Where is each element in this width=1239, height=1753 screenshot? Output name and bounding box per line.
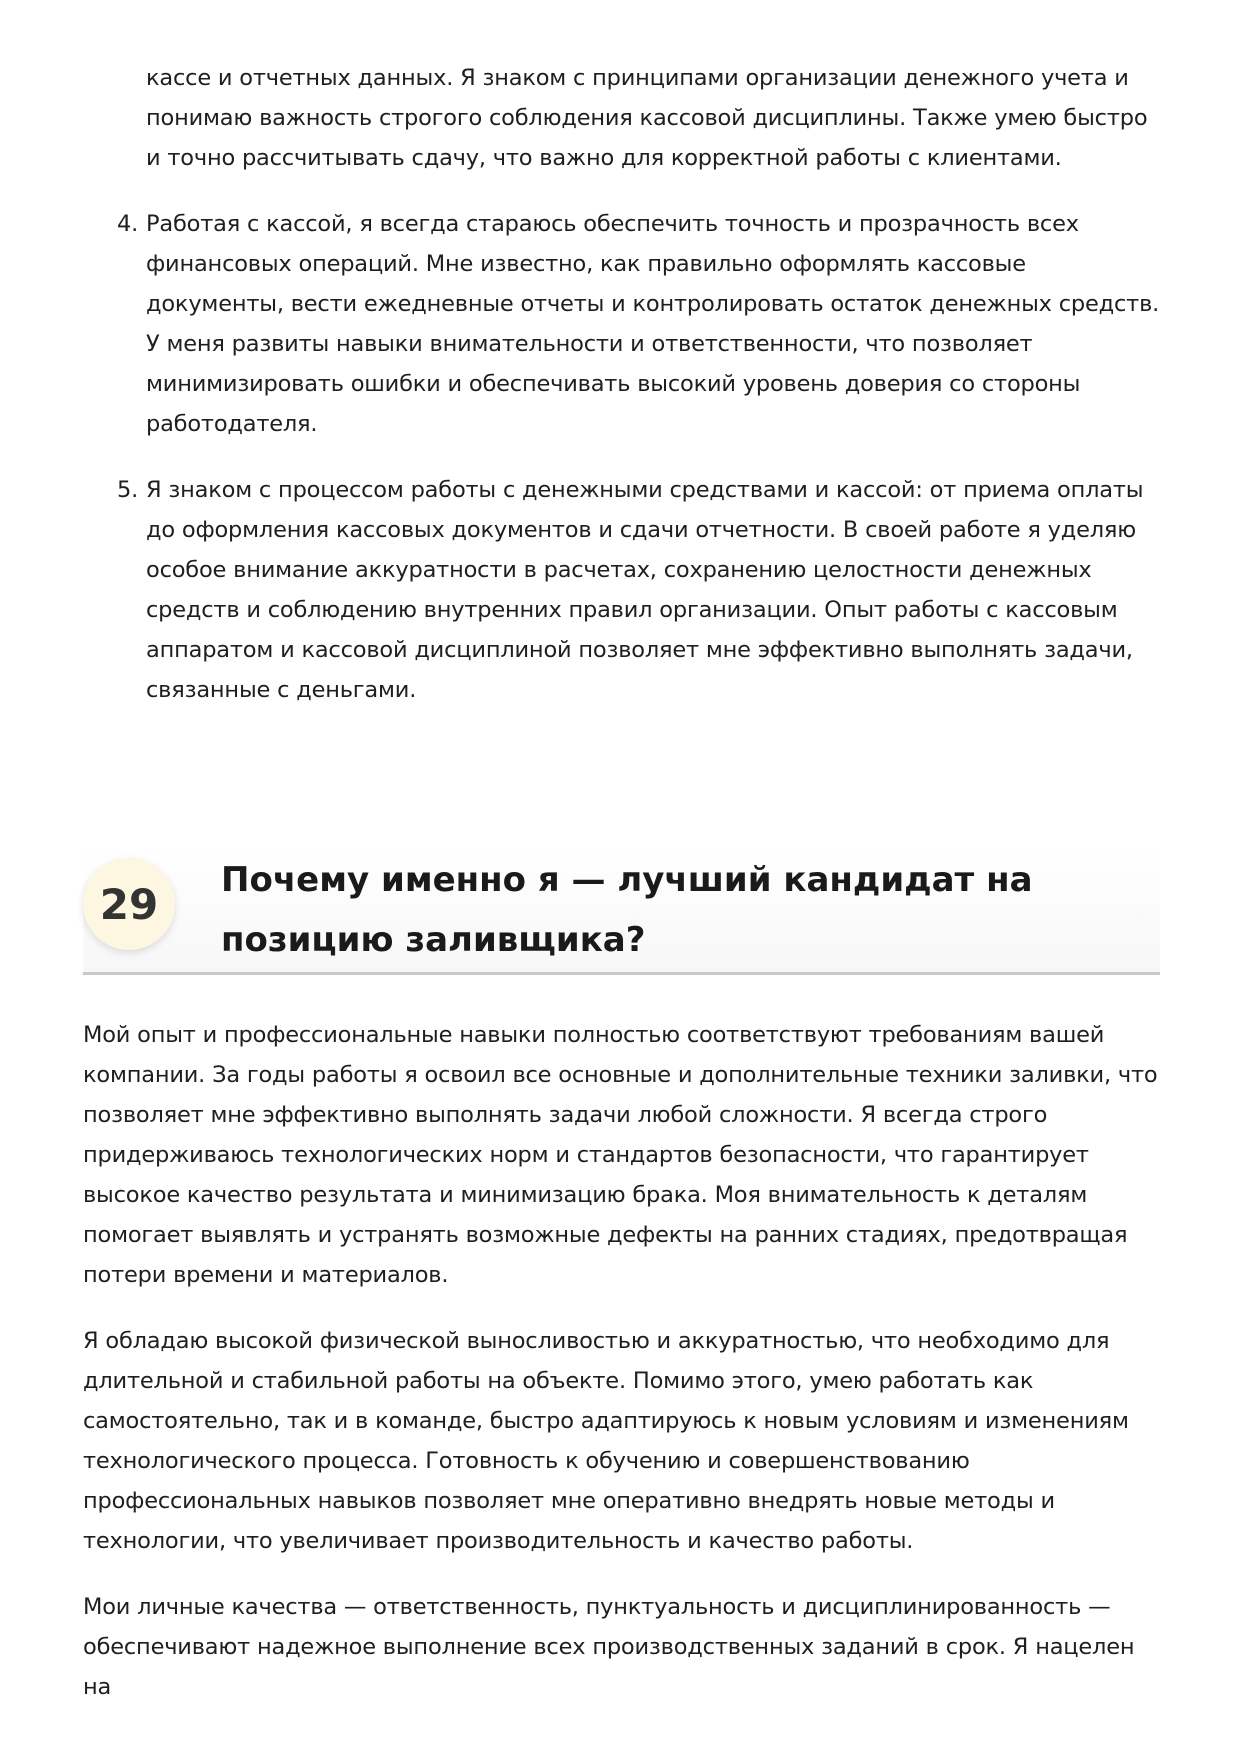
list-item-number: 4. bbox=[117, 211, 139, 237]
list-item-number: 5. bbox=[117, 477, 139, 503]
list-item-text: кассе и отчетных данных. Я знаком с принципами организации денежного учета и понимаю важность строгого соблюдения кассовой дисциплины. Также умею быстро и точно рассчитывать сдачу, что важно для корректной работы с клиентами. bbox=[146, 65, 1148, 171]
numbered-list bbox=[83, 58, 1168, 736]
list-item-text: Работая с кассой, я всегда стараюсь обеспечить точность и прозрачность всех финансовых операций. Мне известно, как правильно оформлять кассовые документы, вести ежедневные отчеты и контролировать остаток денежных средств. У меня развиты навыки внимательности и ответственности, что позволяет минимизировать ошибки и обеспечивать высокий уровень доверия со стороны работодателя. bbox=[146, 211, 1160, 437]
answer-paragraph: Мой опыт и профессиональные навыки полностью соответствуют требованиям вашей компании. За годы работы я освоил все основные и дополнительные техники заливки, что позволяет мне эффективно выполнять задачи любой сложности. Я всегда строго придерживаюсь технологических норм и стандартов безопасности, что гарантирует высокое качество результата и минимизацию брака. Моя внимательность к деталям помогает выявлять и устранять возможные дефекты на ранних стадиях, предотвращая потери времени и материалов. bbox=[83, 1022, 1158, 1288]
list-item-4 bbox=[83, 204, 1168, 444]
question-title: Почему именно я — лучший кандидат на позицию заливщика? bbox=[221, 860, 1033, 960]
question-header bbox=[83, 846, 1160, 975]
list-item-5 bbox=[83, 470, 1168, 710]
list-item-text: Я знаком с процессом работы с денежными средствами и кассой: от приема оплаты до оформления кассовых документов и сдачи отчетности. В своей работе я уделяю особое внимание аккуратности в расчетах, сохранению целостности денежных средств и соблюдению внутренних правил организации. Опыт работы с кассовым аппаратом и кассовой дисциплиной позволяет мне эффективно выполнять задачи, связанные с деньгами. bbox=[146, 477, 1144, 703]
answer-paragraph: Я обладаю высокой физической выносливостью и аккуратностью, что необходимо для длительной и стабильной работы на объекте. Помимо этого, умею работать как самостоятельно, так и в команде, быстро адаптируюсь к новым условиям и изменениям технологического процесса. Готовность к обучению и совершенствованию профессиональных навыков позволяет мне оперативно внедрять новые методы и технологии, что увеличивает производительность и качество работы. bbox=[83, 1328, 1129, 1554]
answer-paragraph: Мои личные качества — ответственность, пунктуальность и дисциплинированность — обеспечивают надежное выполнение всех производственных заданий в срок. Я нацелен на bbox=[83, 1594, 1135, 1700]
question-number-badge: 29 bbox=[83, 858, 175, 950]
answer-body bbox=[83, 1015, 1168, 1733]
list-item-continuation bbox=[83, 58, 1168, 178]
